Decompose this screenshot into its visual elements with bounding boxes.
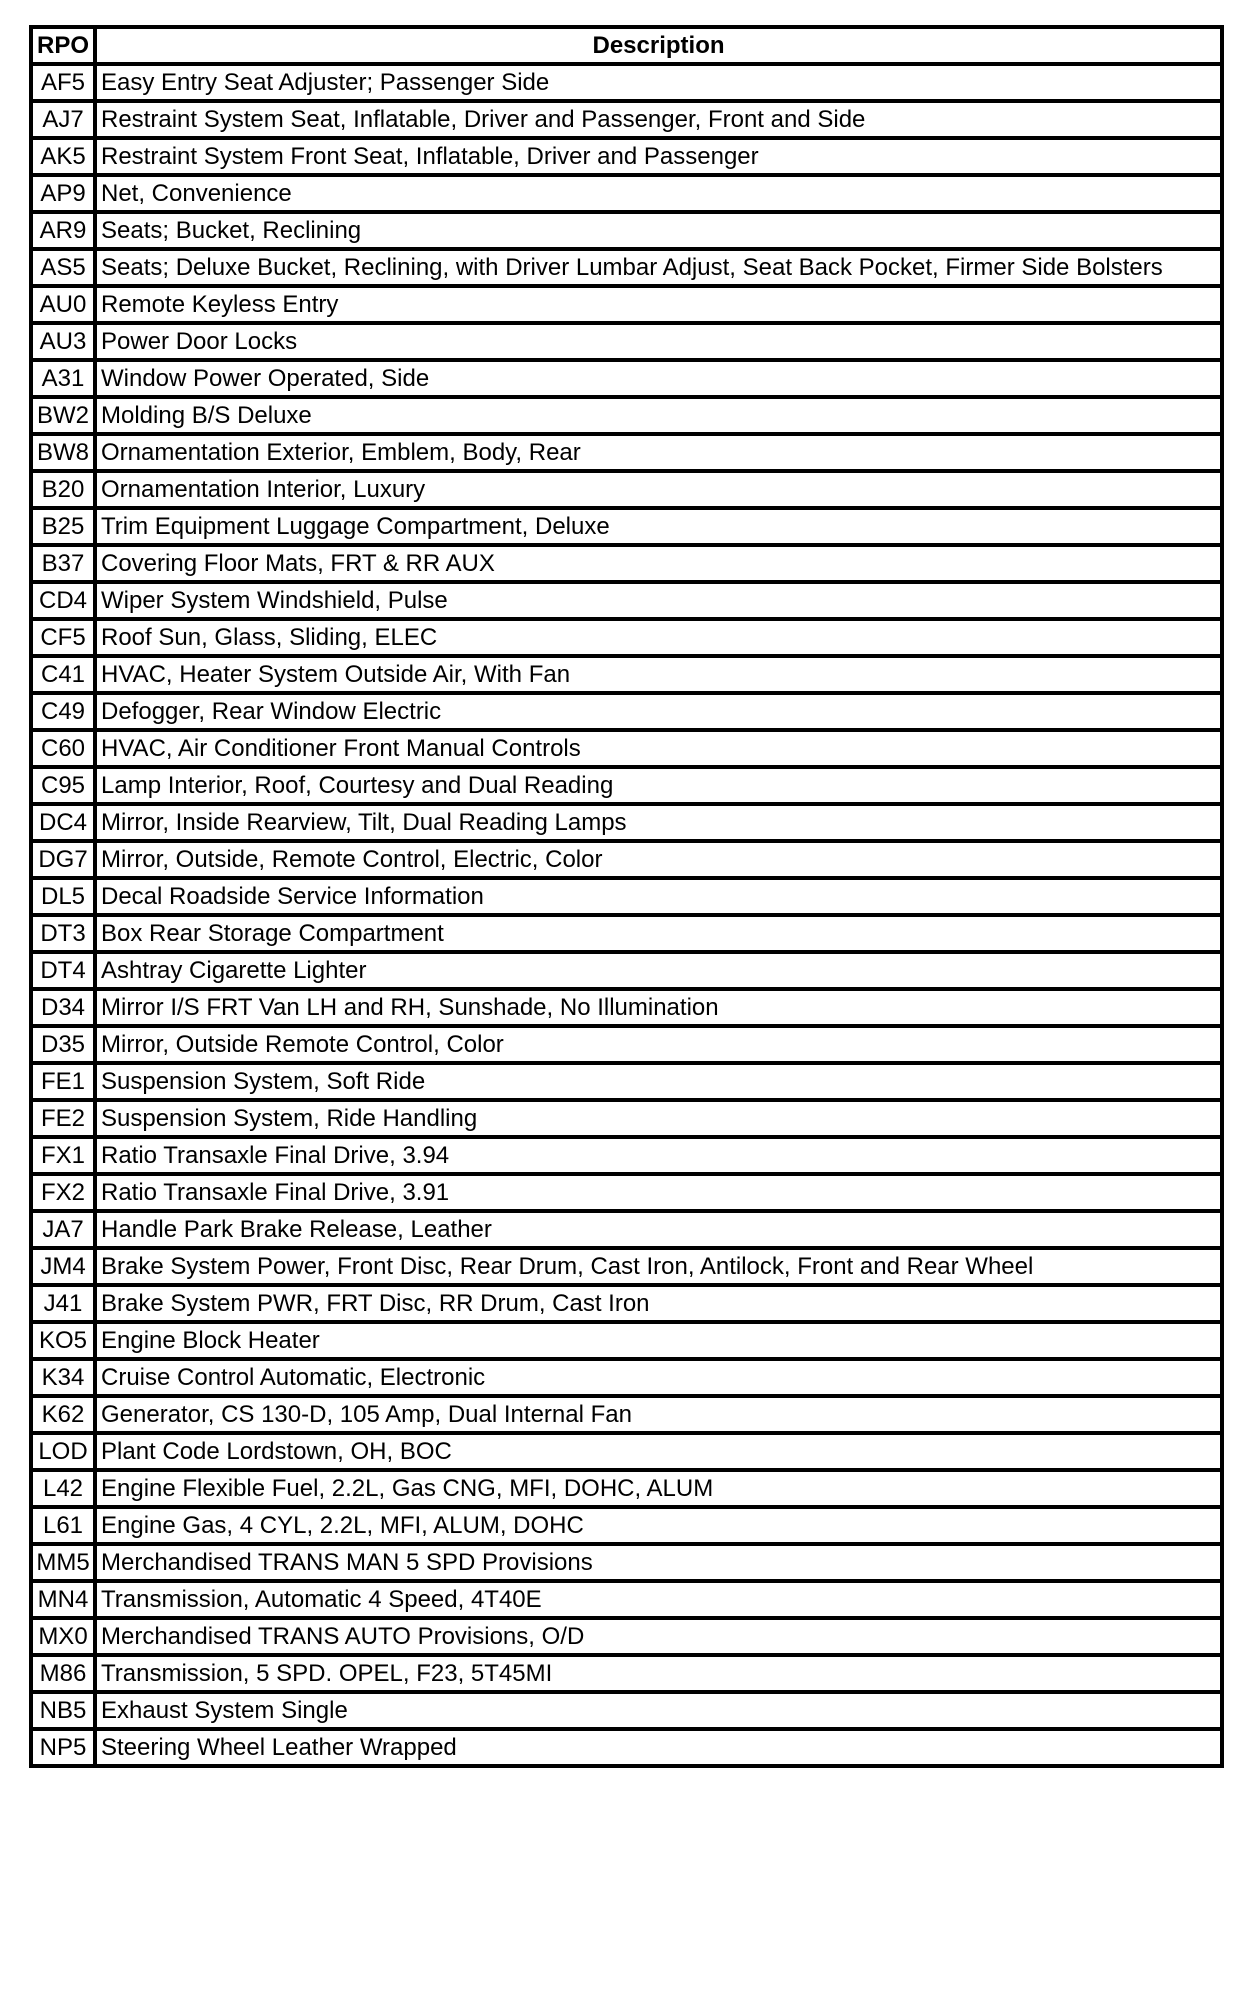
description-cell: Ornamentation Exterior, Emblem, Body, Rear [95,434,1222,471]
header-row [31,27,1222,64]
table-row [31,656,1222,693]
rpo-code-cell: FX2 [31,1174,95,1211]
table-row [31,1544,1222,1581]
description-cell: Decal Roadside Service Information [95,878,1222,915]
table-row [31,286,1222,323]
rpo-code-cell: JA7 [31,1211,95,1248]
rpo-code-cell: A31 [31,360,95,397]
rpo-code-cell: AR9 [31,212,95,249]
rpo-code-cell: FX1 [31,1137,95,1174]
description-cell: Wiper System Windshield, Pulse [95,582,1222,619]
rpo-code-cell: FE2 [31,1100,95,1137]
table-row [31,545,1222,582]
description-cell: Engine Gas, 4 CYL, 2.2L, MFI, ALUM, DOHC [95,1507,1222,1544]
table-row [31,1618,1222,1655]
table-row [31,64,1222,101]
rpo-code-cell: D35 [31,1026,95,1063]
table-row [31,841,1222,878]
rpo-code-cell: AP9 [31,175,95,212]
rpo-code-cell: C60 [31,730,95,767]
description-cell: Window Power Operated, Side [95,360,1222,397]
table-row [31,138,1222,175]
table-row [31,1100,1222,1137]
rpo-code-cell: B25 [31,508,95,545]
rpo-code-cell: C49 [31,693,95,730]
rpo-code-cell: MN4 [31,1581,95,1618]
description-cell: Merchandised TRANS AUTO Provisions, O/D [95,1618,1222,1655]
table-row [31,1322,1222,1359]
rpo-code-cell: NP5 [31,1729,95,1766]
table-row [31,508,1222,545]
table-row [31,249,1222,286]
description-cell: Transmission, Automatic 4 Speed, 4T40E [95,1581,1222,1618]
description-cell: Mirror, Inside Rearview, Tilt, Dual Reading Lamps [95,804,1222,841]
rpo-code-cell: NB5 [31,1692,95,1729]
description-cell: Mirror, Outside Remote Control, Color [95,1026,1222,1063]
rpo-code-cell: J41 [31,1285,95,1322]
rpo-code-cell: B20 [31,471,95,508]
description-cell: Generator, CS 130-D, 105 Amp, Dual Internal Fan [95,1396,1222,1433]
table-row [31,1507,1222,1544]
table-row [31,212,1222,249]
table-row [31,1692,1222,1729]
table-row [31,1248,1222,1285]
description-cell: Seats; Bucket, Reclining [95,212,1222,249]
rpo-code-cell: D34 [31,989,95,1026]
description-cell: Seats; Deluxe Bucket, Reclining, with Driver Lumbar Adjust, Seat Back Pocket, Firmer Side Bolsters [95,249,1222,286]
table-row [31,175,1222,212]
description-column-header: Description [95,27,1222,64]
description-cell: Ratio Transaxle Final Drive, 3.91 [95,1174,1222,1211]
description-cell: Easy Entry Seat Adjuster; Passenger Side [95,64,1222,101]
description-cell: Lamp Interior, Roof, Courtesy and Dual Reading [95,767,1222,804]
rpo-code-cell: KO5 [31,1322,95,1359]
description-cell: Cruise Control Automatic, Electronic [95,1359,1222,1396]
rpo-code-cell: MX0 [31,1618,95,1655]
description-cell: Ratio Transaxle Final Drive, 3.94 [95,1137,1222,1174]
table-row [31,1211,1222,1248]
rpo-code-cell: K34 [31,1359,95,1396]
rpo-code-cell: L61 [31,1507,95,1544]
rpo-code-cell: M86 [31,1655,95,1692]
rpo-code-cell: DL5 [31,878,95,915]
description-cell: Ashtray Cigarette Lighter [95,952,1222,989]
rpo-column-header: RPO [31,27,95,64]
rpo-code-cell: DG7 [31,841,95,878]
rpo-code-cell: CF5 [31,619,95,656]
table-row [31,1359,1222,1396]
table-row [31,767,1222,804]
description-cell: Suspension System, Ride Handling [95,1100,1222,1137]
table-row [31,471,1222,508]
rpo-code-cell: AU0 [31,286,95,323]
description-cell: Defogger, Rear Window Electric [95,693,1222,730]
description-cell: Steering Wheel Leather Wrapped [95,1729,1222,1766]
table-row [31,1655,1222,1692]
rpo-code-cell: DT4 [31,952,95,989]
rpo-code-cell: AJ7 [31,101,95,138]
rpo-code-cell: DC4 [31,804,95,841]
table-row [31,878,1222,915]
rpo-code-cell: B37 [31,545,95,582]
description-cell: Engine Flexible Fuel, 2.2L, Gas CNG, MFI, DOHC, ALUM [95,1470,1222,1507]
description-cell: Ornamentation Interior, Luxury [95,471,1222,508]
description-cell: Molding B/S Deluxe [95,397,1222,434]
rpo-code-cell: C95 [31,767,95,804]
table-row [31,952,1222,989]
description-cell: HVAC, Heater System Outside Air, With Fan [95,656,1222,693]
table-row [31,1433,1222,1470]
description-cell: Brake System PWR, FRT Disc, RR Drum, Cast Iron [95,1285,1222,1322]
table-row [31,1470,1222,1507]
rpo-code-cell: K62 [31,1396,95,1433]
description-cell: Trim Equipment Luggage Compartment, Deluxe [95,508,1222,545]
rpo-code-cell: BW8 [31,434,95,471]
rpo-code-cell: L42 [31,1470,95,1507]
rpo-code-cell: FE1 [31,1063,95,1100]
table-row [31,915,1222,952]
rpo-code-cell: AS5 [31,249,95,286]
description-cell: Remote Keyless Entry [95,286,1222,323]
rpo-code-cell: DT3 [31,915,95,952]
description-cell: Merchandised TRANS MAN 5 SPD Provisions [95,1544,1222,1581]
table-row [31,1026,1222,1063]
rpo-code-cell: C41 [31,656,95,693]
table-row [31,1396,1222,1433]
description-cell: HVAC, Air Conditioner Front Manual Controls [95,730,1222,767]
table-row [31,989,1222,1026]
description-cell: Suspension System, Soft Ride [95,1063,1222,1100]
table-body [31,64,1222,1766]
table-row [31,323,1222,360]
table-row [31,101,1222,138]
description-cell: Transmission, 5 SPD. OPEL, F23, 5T45MI [95,1655,1222,1692]
table-row [31,1285,1222,1322]
description-cell: Brake System Power, Front Disc, Rear Drum, Cast Iron, Antilock, Front and Rear Wheel [95,1248,1222,1285]
table-row [31,1063,1222,1100]
rpo-code-cell: MM5 [31,1544,95,1581]
table-row [31,434,1222,471]
table-row [31,693,1222,730]
description-cell: Power Door Locks [95,323,1222,360]
rpo-code-cell: JM4 [31,1248,95,1285]
description-cell: Roof Sun, Glass, Sliding, ELEC [95,619,1222,656]
description-cell: Mirror I/S FRT Van LH and RH, Sunshade, No Illumination [95,989,1222,1026]
table-row [31,1137,1222,1174]
rpo-code-cell: AF5 [31,64,95,101]
description-cell: Covering Floor Mats, FRT & RR AUX [95,545,1222,582]
description-cell: Restraint System Front Seat, Inflatable, Driver and Passenger [95,138,1222,175]
rpo-code-cell: BW2 [31,397,95,434]
table-row [31,619,1222,656]
rpo-code-cell: LOD [31,1433,95,1470]
rpo-code-cell: AU3 [31,323,95,360]
rpo-code-cell: AK5 [31,138,95,175]
description-cell: Net, Convenience [95,175,1222,212]
description-cell: Box Rear Storage Compartment [95,915,1222,952]
description-cell: Exhaust System Single [95,1692,1222,1729]
table-row [31,1581,1222,1618]
table-row [31,1729,1222,1766]
rpo-code-cell: CD4 [31,582,95,619]
description-cell: Restraint System Seat, Inflatable, Driver and Passenger, Front and Side [95,101,1222,138]
description-cell: Mirror, Outside, Remote Control, Electric, Color [95,841,1222,878]
table-row [31,360,1222,397]
description-cell: Engine Block Heater [95,1322,1222,1359]
table-row [31,397,1222,434]
table-row [31,730,1222,767]
table-row [31,1174,1222,1211]
rpo-table [29,25,1224,1768]
description-cell: Plant Code Lordstown, OH, BOC [95,1433,1222,1470]
table-row [31,804,1222,841]
table-row [31,582,1222,619]
description-cell: Handle Park Brake Release, Leather [95,1211,1222,1248]
